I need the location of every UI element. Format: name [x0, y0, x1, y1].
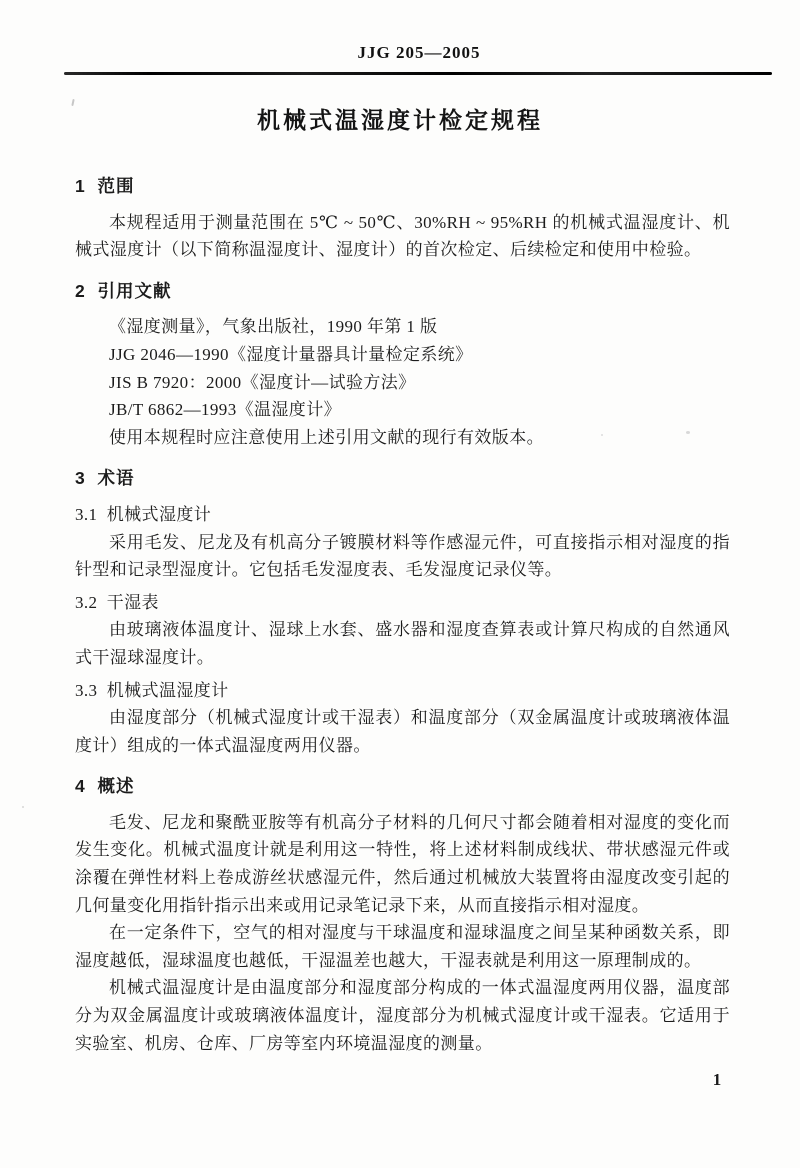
reference-item: JJG 2046—1990《湿度计量器具计量检定系统》 — [109, 344, 473, 364]
section-heading: 3 术语 — [75, 468, 135, 489]
paragraph: 在一定条件下，空气的相对湿度与干球温度和湿球温度之间呈某种函数关系，即湿度越低，湿球温度也越低，干湿温差也越大，干湿表就是利用这一原理制成的。 — [75, 923, 730, 970]
section-heading: 2 引用文献 — [75, 280, 172, 301]
paragraph: 毛发、尼龙和聚酰亚胺等有机高分子材料的几何尺寸都会随着相对湿度的变化而发生变化。机械式温度计就是利用这一特性，将上述材料制成线状、带状感湿元件或涂覆在弹性材料上卷成游丝状感湿元件，然后通过机械放大装置将由湿度改变引起的几何量变化用指针指示出来或用记录笔记录下来，从而直接指示相对湿度。 — [75, 812, 730, 915]
section-references — [75, 278, 730, 452]
section-terms — [75, 465, 730, 759]
subsection-heading: 3.1 机械式湿度计 — [75, 504, 212, 524]
subsection-mechanical-hygrometer — [75, 501, 730, 584]
paragraph: 本规程适用于测量范围在 5℃ ~ 50℃、30%RH ~ 95%RH 的机械式温湿度计、机械式湿度计（以下简称温湿度计、湿度计）的首次检定、后续检定和使用中检验。 — [75, 212, 730, 260]
subsection-heading: 3.2 干湿表 — [75, 592, 159, 612]
paragraph: 由湿度部分（机械式湿度计或干湿表）和温度部分（双金属温度计或玻璃液体温度计）组成的一体式温湿度两用仪器。 — [75, 708, 730, 755]
paragraph: 由玻璃液体温度计、湿球上水套、盛水器和湿度查算表或计算尺构成的自然通风式干湿球湿度计。 — [75, 620, 730, 667]
subsection-psychrometer — [75, 589, 730, 672]
document-body — [0, 173, 800, 1057]
reference-item: JIS B 7920：2000《湿度计—试验方法》 — [109, 372, 416, 392]
reference-note: 使用本规程时应注意使用上述引用文献的现行有效版本。 — [109, 427, 544, 447]
page-number: 1 — [712, 1070, 722, 1089]
section-scope — [75, 173, 730, 264]
header-rule — [64, 72, 772, 75]
reference-item: 《湿度测量》，气象出版社，1990 年第 1 版 — [109, 317, 438, 337]
reference-item: JB/T 6862—1993《温湿度计》 — [109, 400, 342, 420]
subsection-thermo-hygrometer — [75, 677, 730, 760]
paragraph: 采用毛发、尼龙及有机高分子镀膜材料等作感湿元件，可直接指示相对湿度的指针型和记录型湿度计。它包括毛发湿度表、毛发湿度记录仪等。 — [75, 532, 730, 580]
section-heading: 1 范围 — [75, 176, 135, 196]
running-header — [19, 42, 800, 64]
paragraph: 机械式温湿度计是由温度部分和湿度部分构成的一体式温湿度两用仪器，温度部分为双金属温度计或玻璃液体温度计，湿度部分为机械式湿度计或干湿表。它适用于实验室、机房、仓库、厂房等室内环境温湿度的测量。 — [75, 978, 730, 1053]
section-heading: 4 概述 — [75, 776, 135, 797]
standard-number: JJG 205—2005 — [357, 43, 481, 62]
section-overview — [75, 773, 730, 1057]
subsection-heading: 3.3 机械式温湿度计 — [75, 680, 229, 700]
document-title: 机械式温湿度计检定规程 — [257, 107, 543, 133]
